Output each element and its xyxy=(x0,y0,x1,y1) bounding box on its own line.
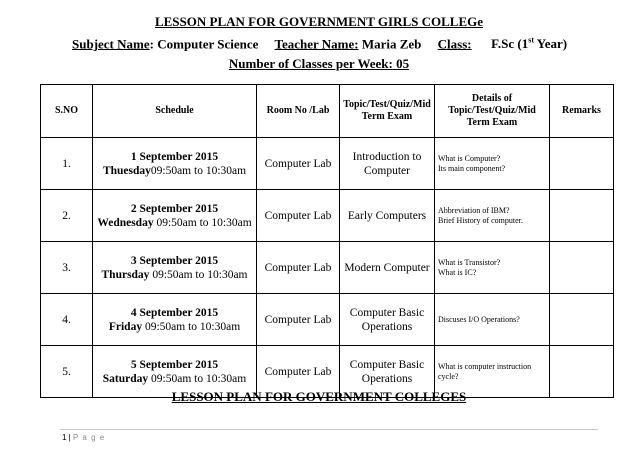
classes-value: 05 xyxy=(396,56,410,71)
topic-cell: Introduction to Computer xyxy=(340,138,435,190)
teacher-value: Maria Zeb xyxy=(361,36,422,52)
detail-line: Abbreviation of IBM? xyxy=(438,205,510,215)
detail-line: What is IC? xyxy=(438,267,477,277)
sno-cell: 1. xyxy=(41,138,93,190)
column-header: Details of Topic/Test/Quiz/Mid Term Exam xyxy=(435,85,550,138)
detail-cell xyxy=(435,294,550,346)
document-title: LESSON PLAN FOR GOVERNMENT GIRLS COLLEGe xyxy=(154,14,484,29)
footer-title: LESSON PLAN FOR GOVERNMENT COLLEGES xyxy=(171,389,467,404)
schedule-time: Friday 09:50am to 10:30am xyxy=(108,320,241,333)
table-row xyxy=(41,138,614,190)
detail-line: What is computer instruction cycle? xyxy=(438,361,532,381)
schedule-time: Saturday 09:50am to 10:30am xyxy=(102,372,247,385)
detail-line: Its main component? xyxy=(438,163,506,173)
room-cell: Computer Lab xyxy=(257,242,340,294)
schedule-date: 3 September 2015 xyxy=(130,254,219,267)
subject-value: Computer Science xyxy=(157,36,259,52)
room-cell: Computer Lab xyxy=(257,346,340,398)
classes-label: Number of Classes per Week: xyxy=(228,56,393,71)
detail-line: Brief History of computer. xyxy=(438,215,523,225)
table-row xyxy=(41,190,614,242)
schedule-date: 1 September 2015 xyxy=(130,150,219,163)
remarks-cell xyxy=(550,294,614,346)
sno-cell: 5. xyxy=(41,346,93,398)
detail-cell xyxy=(435,190,550,242)
class-value: F.Sc (1st Year) xyxy=(491,36,568,52)
schedule-time: Wednesday 09:50am to 10:30am xyxy=(97,216,252,229)
room-cell: Computer Lab xyxy=(257,138,340,190)
detail-line: Discuses I/O Operations? xyxy=(438,314,520,324)
schedule-cell xyxy=(93,294,257,346)
topic-cell: Early Computers xyxy=(340,190,435,242)
schedule-time: Thursday 09:50am to 10:30am xyxy=(101,268,248,281)
schedule-cell xyxy=(93,190,257,242)
detail-cell xyxy=(435,138,550,190)
schedule-date: 2 September 2015 xyxy=(130,202,219,215)
remarks-cell xyxy=(550,242,614,294)
sno-cell: 3. xyxy=(41,242,93,294)
remarks-cell xyxy=(550,190,614,242)
classes-per-week xyxy=(0,56,638,72)
footer-divider xyxy=(60,429,598,430)
room-cell: Computer Lab xyxy=(257,190,340,242)
room-cell: Computer Lab xyxy=(257,294,340,346)
teacher-label: Teacher Name: xyxy=(274,36,359,52)
table-row xyxy=(41,242,614,294)
page-number: 1 | P a g e xyxy=(62,433,106,442)
column-header: Schedule xyxy=(93,85,257,138)
detail-cell xyxy=(435,242,550,294)
schedule-cell xyxy=(93,242,257,294)
topic-cell: Computer Basic Operations xyxy=(340,346,435,398)
class-label: Class: xyxy=(437,36,472,52)
subject-label: Subject Name xyxy=(72,36,150,52)
schedule-cell xyxy=(93,138,257,190)
table-header-row xyxy=(41,85,614,138)
schedule-date: 4 September 2015 xyxy=(130,306,219,319)
remarks-cell xyxy=(550,138,614,190)
column-header: S.NO xyxy=(41,85,93,138)
schedule-date: 5 September 2015 xyxy=(130,358,219,371)
topic-cell: Modern Computer xyxy=(340,242,435,294)
column-header: Remarks xyxy=(550,85,614,138)
topic-cell: Computer Basic Operations xyxy=(340,294,435,346)
schedule-time: Thuesday09:50am to 10:30am xyxy=(102,164,247,177)
table-row xyxy=(41,294,614,346)
lesson-plan-table xyxy=(40,84,614,398)
detail-line: What is Transistor? xyxy=(438,257,501,267)
sno-cell: 2. xyxy=(41,190,93,242)
column-header: Topic/Test/Quiz/Mid Term Exam xyxy=(340,85,435,138)
column-header: Room No /Lab xyxy=(257,85,340,138)
subject-line: Subject Name: Computer Science Teacher Name: Maria Zeb Class: F.Sc (1st Year) xyxy=(72,36,568,52)
sno-cell: 4. xyxy=(41,294,93,346)
detail-line: What is Computer? xyxy=(438,153,501,163)
